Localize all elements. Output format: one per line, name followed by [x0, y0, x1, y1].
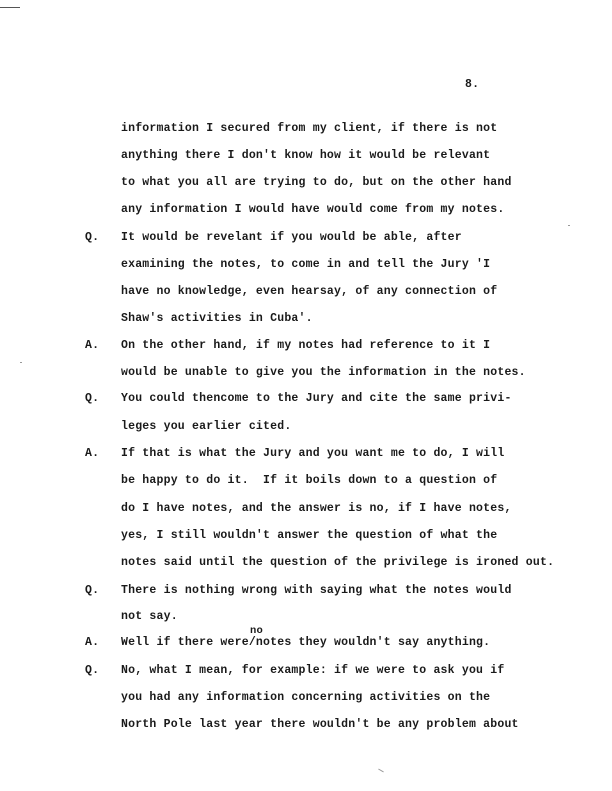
transcript-line: anything there I don't know how it would be relevant — [121, 149, 491, 162]
transcript-line: examining the notes, to come in and tell the Jury 'I — [121, 258, 491, 271]
speaker-label: Q. — [85, 231, 100, 244]
speaker-label: Q. — [85, 664, 100, 677]
speaker-label: A. — [85, 339, 100, 352]
transcript-line: leges you earlier cited. — [121, 420, 292, 433]
transcript-line: notes said until the question of the privilege is ironed out. — [121, 556, 555, 569]
transcript-line: On the other hand, if my notes had reference to it I — [121, 339, 491, 352]
interlineation: no — [250, 625, 264, 637]
scan-speck — [378, 769, 384, 773]
edge-mark — [0, 7, 20, 8]
speaker-label: Q. — [85, 584, 100, 597]
transcript-line: There is nothing wrong with saying what the notes would — [121, 584, 512, 597]
transcript-line: Well if there were/notes they wouldn't say anything. — [121, 636, 491, 649]
transcript-line: have no knowledge, even hearsay, of any connection of — [121, 285, 498, 298]
transcript-line: If that is what the Jury and you want me to do, I will — [121, 447, 505, 460]
transcript-line: you had any information concerning activities on the — [121, 691, 491, 704]
scan-speck — [20, 362, 22, 363]
speaker-label: A. — [85, 447, 100, 460]
scan-speck — [568, 225, 570, 226]
transcript-line: to what you all are trying to do, but on the other hand — [121, 176, 512, 189]
transcript-line: It would be revelant if you would be able, after — [121, 231, 462, 244]
transcript-line: No, what I mean, for example: if we were to ask you if — [121, 664, 505, 677]
page-number: 8. — [465, 78, 480, 91]
transcript-line: would be unable to give you the information in the notes. — [121, 366, 526, 379]
transcript-line: information I secured from my client, if there is not — [121, 122, 498, 135]
transcript-line: North Pole last year there wouldn't be any problem about — [121, 718, 519, 731]
transcript-line: do I have notes, and the answer is no, if I have notes, — [121, 502, 512, 515]
speaker-label: A. — [85, 636, 100, 649]
transcript-line: yes, I still wouldn't answer the question of what the — [121, 529, 498, 542]
transcript-line: Shaw's activities in Cuba'. — [121, 312, 313, 325]
transcript-line: be happy to do it. If it boils down to a question of — [121, 474, 498, 487]
transcript-line: any information I would have would come from my notes. — [121, 203, 505, 216]
transcript-line: not say. — [121, 610, 178, 623]
speaker-label: Q. — [85, 392, 100, 405]
transcript-line: You could thencome to the Jury and cite the same privi- — [121, 392, 512, 405]
